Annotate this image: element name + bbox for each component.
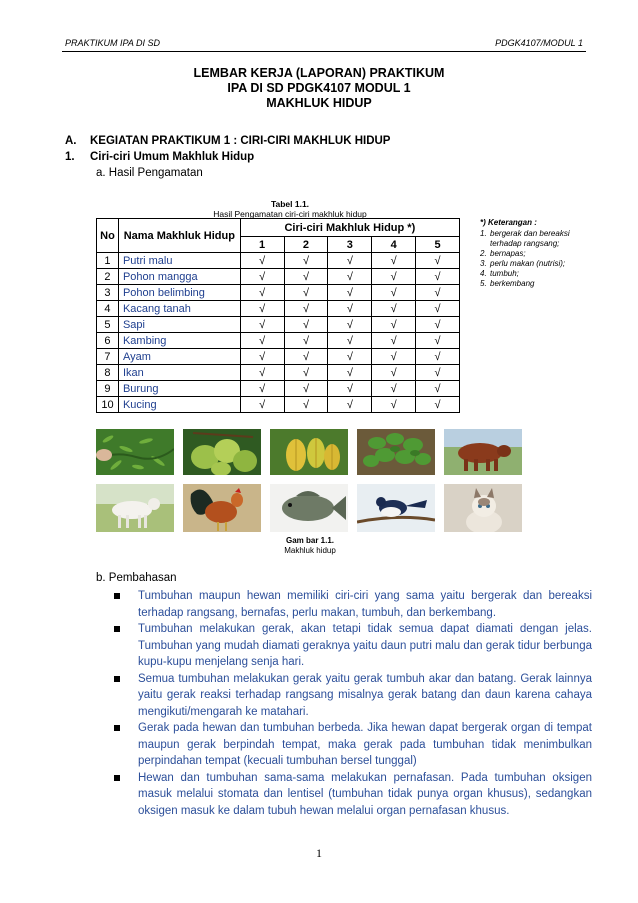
- check-mark: √: [328, 365, 372, 381]
- table-row: [97, 349, 460, 365]
- check-mark: √: [372, 253, 416, 269]
- table-caption: [200, 199, 380, 219]
- observation-table: [96, 218, 460, 413]
- check-mark: √: [240, 381, 284, 397]
- photo-row-2: [96, 484, 528, 532]
- col-header-no: No: [97, 219, 119, 253]
- discussion-text: Tumbuhan maupun hewan memiliki ciri-ciri yang sama yaitu bergerak dan bereaksi terhadap rangsang, bernafas, perlu makan, tumbuh, dan berkembang.: [138, 590, 592, 619]
- check-mark: √: [328, 381, 372, 397]
- organism-name: Kambing: [118, 333, 240, 349]
- note-key: 3.: [480, 259, 487, 268]
- bullet-square-icon: [114, 725, 120, 731]
- figure-caption: [250, 536, 370, 556]
- check-mark: √: [328, 317, 372, 333]
- section-a-heading: [65, 135, 390, 147]
- sub-col-header: 4: [372, 237, 416, 253]
- note-text: perlu makan (nutrisi);: [490, 259, 566, 268]
- check-mark: √: [416, 285, 460, 301]
- check-mark: √: [372, 349, 416, 365]
- check-mark: √: [372, 397, 416, 413]
- page-number: 1: [316, 846, 322, 860]
- section-1-text: Ciri-ciri Umum Makhluk Hidup: [90, 151, 255, 163]
- table-row: [97, 269, 460, 285]
- cow-photo: [444, 429, 522, 475]
- check-mark: √: [372, 301, 416, 317]
- sub-col-header: 2: [284, 237, 328, 253]
- check-mark: √: [328, 333, 372, 349]
- sub-heading-hasil: a. Hasil Pengamatan: [96, 167, 203, 179]
- row-number: 7: [97, 349, 119, 365]
- discussion-list: [114, 588, 592, 819]
- check-mark: √: [284, 381, 328, 397]
- peanut-plant-photo: [357, 429, 435, 475]
- mango-photo: [183, 429, 261, 475]
- organism-name: Ayam: [118, 349, 240, 365]
- check-mark: √: [284, 349, 328, 365]
- figure-caption-subtitle: Makhluk hidup: [284, 546, 336, 555]
- discussion-text: Tumbuhan melakukan gerak, akan tetapi tidak semua dapat diamati dengan jelas. Tumbuhan yang mudah diamati geraknya yaitu daun putri malu dan gerak tidur berbunga kupu-kupu menjelang senja hari.: [138, 623, 592, 668]
- section-1-heading: [65, 151, 254, 163]
- check-mark: √: [240, 349, 284, 365]
- document-title: [0, 66, 638, 111]
- organism-name: Pohon belimbing: [118, 285, 240, 301]
- check-mark: √: [328, 253, 372, 269]
- check-mark: √: [284, 301, 328, 317]
- header-left: PRAKTIKUM IPA DI SD: [65, 38, 161, 48]
- section-a-number: A.: [65, 135, 77, 147]
- check-mark: √: [240, 301, 284, 317]
- discussion-text: Semua tumbuhan melakukan gerak yaitu gerak tumbuh akar dan batang. Gerak lainnya yaitu gerak reaksi terhadap rangsang misalnya gerak batang dan daun karena cahaya mengikuti/mengarah ke matahari.: [138, 672, 592, 718]
- bullet-square-icon: [114, 626, 120, 632]
- check-mark: √: [240, 333, 284, 349]
- check-mark: √: [284, 397, 328, 413]
- check-mark: √: [416, 253, 460, 269]
- sub-col-header: 1: [240, 237, 284, 253]
- check-mark: √: [372, 333, 416, 349]
- check-mark: √: [328, 349, 372, 365]
- organism-name: Ikan: [118, 365, 240, 381]
- putri-malu-photo: [96, 429, 174, 475]
- page-header: [65, 38, 583, 48]
- table-row: [97, 381, 460, 397]
- check-mark: √: [284, 269, 328, 285]
- bird-photo: [357, 484, 435, 532]
- check-mark: √: [240, 317, 284, 333]
- row-number: 10: [97, 397, 119, 413]
- goat-photo: [96, 484, 174, 532]
- organism-name: Burung: [118, 381, 240, 397]
- check-mark: √: [416, 365, 460, 381]
- col-header-group: Ciri-ciri Makhluk Hidup *): [240, 219, 459, 237]
- organism-name: Putri malu: [118, 253, 240, 269]
- header-divider: [62, 51, 586, 52]
- table-body: [97, 253, 460, 413]
- note-key: 5.: [480, 279, 487, 288]
- discussion-text: Hewan dan tumbuhan sama-sama melakukan pernafasan. Pada tumbuhan oksigen masuk melalui stomata dan lentisel (tumbuhan tidak punya organ khusus), sedangkan oksigen masuk ke dalam tubuh hewan melalui organ pernafasan khusus.: [138, 771, 592, 817]
- row-number: 4: [97, 301, 119, 317]
- rooster-photo: [183, 484, 261, 532]
- table-caption-title: Tabel 1.1.: [270, 199, 310, 209]
- discussion-item: [114, 621, 592, 671]
- check-mark: √: [240, 253, 284, 269]
- check-mark: √: [240, 397, 284, 413]
- discussion-item: [114, 770, 592, 820]
- check-mark: √: [240, 365, 284, 381]
- sub-col-header: 5: [416, 237, 460, 253]
- figure-caption-title: Gam bar 1.1.: [285, 536, 335, 545]
- table-row: [97, 301, 460, 317]
- organism-name: Pohon mangga: [118, 269, 240, 285]
- fish-photo: [270, 484, 348, 532]
- section-a-text: KEGIATAN PRAKTIKUM 1 : CIRI-CIRI MAKHLUK HIDUP: [90, 135, 391, 147]
- note-text: bernapas;: [490, 249, 526, 258]
- check-mark: √: [372, 285, 416, 301]
- row-number: 9: [97, 381, 119, 397]
- check-mark: √: [372, 365, 416, 381]
- check-mark: √: [328, 285, 372, 301]
- check-mark: √: [240, 269, 284, 285]
- discussion-item: [114, 720, 592, 770]
- row-number: 8: [97, 365, 119, 381]
- row-number: 1: [97, 253, 119, 269]
- note-item: [480, 269, 590, 279]
- title-line-3: MAKHLUK HIDUP: [266, 96, 372, 110]
- check-mark: √: [416, 349, 460, 365]
- title-line-1: LEMBAR KERJA (LAPORAN) PRAKTIKUM: [193, 66, 445, 80]
- table-row: [97, 397, 460, 413]
- check-mark: √: [284, 365, 328, 381]
- header-right: PDGK4107/MODUL 1: [495, 38, 583, 48]
- check-mark: √: [416, 381, 460, 397]
- discussion-item: [114, 671, 592, 721]
- note-text: tumbuh;: [490, 269, 519, 278]
- note-key: 2.: [480, 249, 487, 258]
- check-mark: √: [416, 301, 460, 317]
- note-text: berkembang: [490, 279, 535, 288]
- title-line-2: IPA DI SD PDGK4107 MODUL 1: [227, 81, 411, 95]
- table-row: [97, 317, 460, 333]
- table-row: [97, 365, 460, 381]
- check-mark: √: [372, 381, 416, 397]
- bullet-square-icon: [114, 775, 120, 781]
- check-mark: √: [284, 253, 328, 269]
- row-number: 6: [97, 333, 119, 349]
- check-mark: √: [284, 333, 328, 349]
- check-mark: √: [328, 301, 372, 317]
- note-text: bergerak dan bereaksi terhadap rangsang;: [490, 229, 570, 248]
- row-number: 2: [97, 269, 119, 285]
- table-caption-subtitle: Hasil Pengamatan ciri-ciri makhluk hidup: [213, 209, 367, 219]
- organism-name: Sapi: [118, 317, 240, 333]
- col-header-name: Nama Makhluk Hidup: [118, 219, 240, 253]
- sub-heading-pembahasan: b. Pembahasan: [96, 572, 177, 584]
- discussion-item: [114, 588, 592, 621]
- check-mark: √: [416, 317, 460, 333]
- check-mark: √: [284, 317, 328, 333]
- check-mark: √: [416, 397, 460, 413]
- note-item: [480, 229, 590, 249]
- check-mark: √: [372, 317, 416, 333]
- check-mark: √: [284, 285, 328, 301]
- organism-name: Kucing: [118, 397, 240, 413]
- check-mark: √: [328, 397, 372, 413]
- row-number: 3: [97, 285, 119, 301]
- note-key: 4.: [480, 269, 487, 278]
- note-item: [480, 279, 590, 289]
- legend-notes: [480, 218, 590, 289]
- discussion-text: Gerak pada hewan dan tumbuhan berbeda. Jika hewan dapat bergerak organ di tempat maupun gerak berpindah tempat, maka gerak pada tumbuhan tidak menimbulkan perpindahan tempat (kecuali tumbuhan bersel tunggal): [138, 722, 592, 767]
- section-1-number: 1.: [65, 151, 75, 163]
- check-mark: √: [240, 285, 284, 301]
- organism-name: Kacang tanah: [118, 301, 240, 317]
- note-item: [480, 249, 590, 259]
- cat-photo: [444, 484, 522, 532]
- note-key: 1.: [480, 229, 487, 238]
- notes-title: *) Keterangan :: [480, 218, 537, 227]
- note-item: [480, 259, 590, 269]
- check-mark: √: [372, 269, 416, 285]
- check-mark: √: [416, 333, 460, 349]
- sub-col-header: 3: [328, 237, 372, 253]
- bullet-square-icon: [114, 676, 120, 682]
- table-row: [97, 253, 460, 269]
- table-row: [97, 285, 460, 301]
- starfruit-photo: [270, 429, 348, 475]
- table-row: [97, 333, 460, 349]
- bullet-square-icon: [114, 593, 120, 599]
- photo-row-1: [96, 429, 528, 475]
- check-mark: √: [328, 269, 372, 285]
- check-mark: √: [416, 269, 460, 285]
- row-number: 5: [97, 317, 119, 333]
